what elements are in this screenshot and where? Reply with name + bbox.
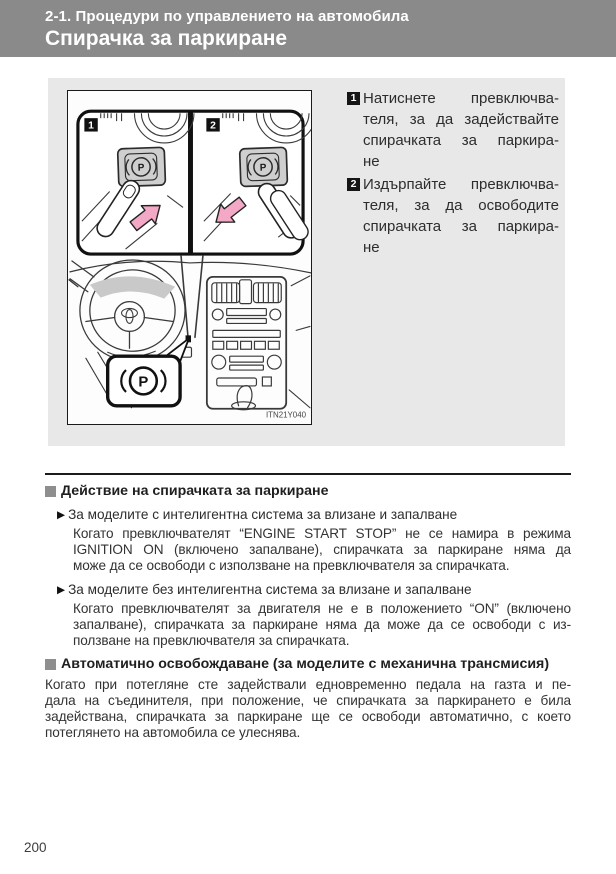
step-1-text: Натиснете превключва- теля, за да задействайте спирачката за паркира- не — [363, 90, 559, 170]
page-title: Спирачка за паркиране — [45, 27, 288, 50]
page-header — [0, 0, 616, 57]
step-1-number-badge: 1 — [347, 92, 360, 105]
steering-wheel — [80, 260, 185, 361]
steps-list — [347, 88, 559, 260]
figure-box — [67, 90, 312, 425]
center-console — [207, 277, 286, 410]
step-item-1 — [347, 88, 559, 172]
figure-badge-1-label: 1 — [88, 120, 94, 132]
variant-item-smart-entry — [57, 507, 572, 523]
callout-symbol-letter: P — [138, 374, 149, 391]
step-2-number-badge: 2 — [347, 178, 360, 191]
variant-no-smart-entry-label: За моделите без интелигентна система за влизане и запалване — [68, 582, 472, 597]
section-heading-operation — [45, 483, 572, 499]
page-number: 200 — [24, 840, 47, 855]
variant-smart-entry-body: Когато превключвателят “ENGINE START STOP” не се намира в режима IGNITION ON (включено запалване), спирачката за паркиране няма да може да се освободи с използване на превключвателя за спирачката. — [73, 526, 571, 573]
parking-brake-figure — [68, 91, 311, 424]
figure-code: ITN21Y040 — [265, 410, 307, 420]
section-heading-automatic-release — [45, 656, 572, 672]
notes-area — [45, 483, 572, 741]
dashboard-illustration — [69, 256, 311, 410]
instruction-panel — [48, 78, 565, 446]
variant-item-no-smart-entry — [57, 582, 572, 598]
triangle-bullet-icon: ▶ — [57, 584, 66, 596]
switch-closeup-panel — [78, 111, 311, 254]
chapter-breadcrumb: 2-1. Процедури по управлението на автомобила — [45, 8, 409, 25]
square-bullet-icon — [45, 659, 56, 670]
figure-badge-2-label: 2 — [210, 120, 216, 132]
step-item-2 — [347, 174, 559, 258]
variant-no-smart-entry-body: Когато превключвателят за двигателя не е в положението “ON” (включено запалване), спирачката за паркиране няма да може да се освободи с из- ползване на превключвателя за спирачката. — [73, 601, 571, 648]
automatic-release-body: Когато при потегляне сте задействали едновременно педала на газта и пе- дала на съединителя, при положение, че спирачката за паркирането е била задействана, спирачката за паркиране ще се освободи автоматично, с което потеглянето на автомобила се улеснява. — [45, 677, 571, 740]
step-2-text: Издърпайте превключва- теля, за да освободите спирачката за паркира- не — [363, 176, 559, 256]
section-divider-rule — [45, 473, 571, 475]
section-heading-operation-text: Действие на спирачката за паркиране — [61, 483, 329, 499]
triangle-bullet-icon: ▶ — [57, 509, 66, 521]
variant-smart-entry-label: За моделите с интелигентна система за влизане и запалване — [68, 507, 458, 522]
section-heading-automatic-release-text: Автоматично освобождаване (за моделите с механична трансмисия) — [61, 656, 550, 672]
square-bullet-icon — [45, 486, 56, 497]
